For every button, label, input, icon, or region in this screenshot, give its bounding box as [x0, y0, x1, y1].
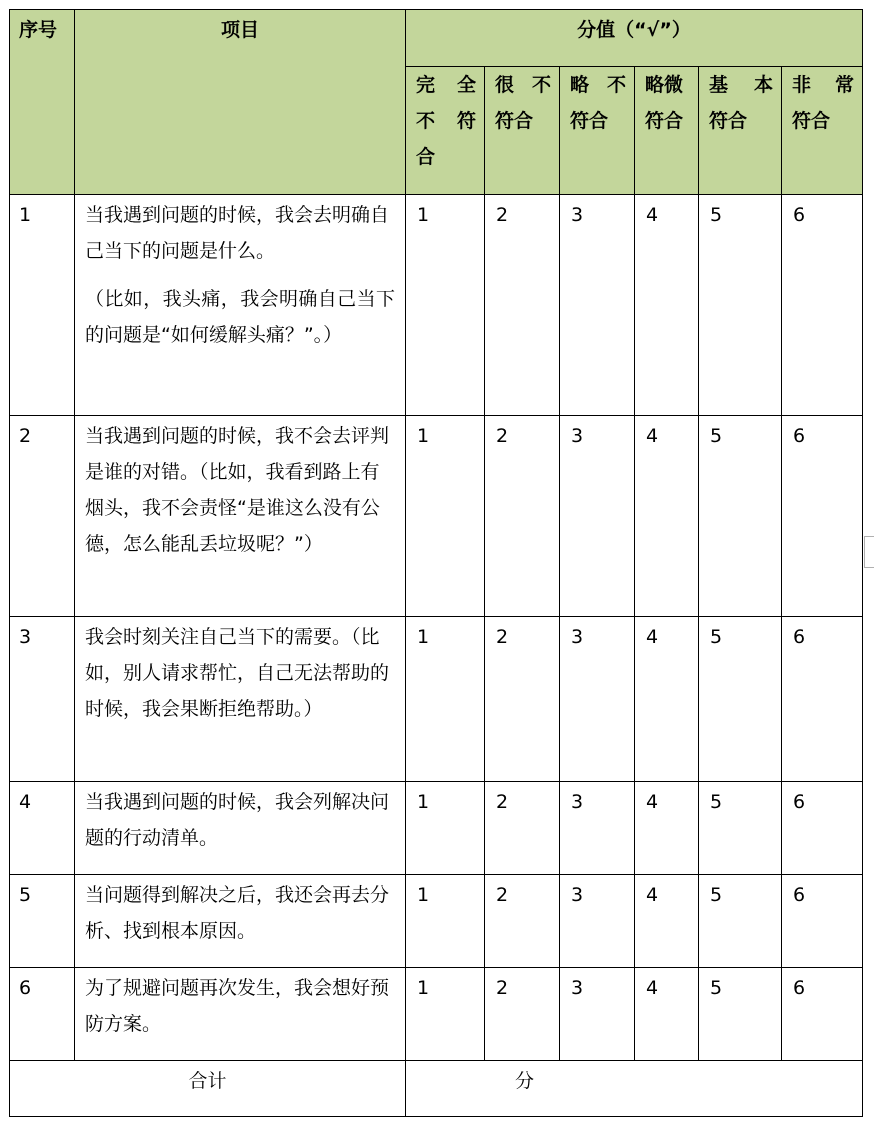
option-header-3: [560, 67, 635, 195]
option-header-4-line: 符合: [645, 110, 684, 132]
table-row: [10, 416, 863, 617]
row-description: [75, 875, 406, 968]
score-cell-5[interactable]: 5: [699, 875, 782, 968]
row-seq: 3: [10, 617, 75, 782]
option-header-5: [699, 67, 782, 195]
score-cell-2[interactable]: 2: [485, 617, 560, 782]
option-header-6: [782, 67, 863, 195]
row-description: [75, 195, 406, 416]
option-header-1-line: 不 符: [416, 110, 476, 132]
row-description: [75, 968, 406, 1061]
row-description: [75, 782, 406, 875]
option-header-4-line: 略微: [645, 74, 684, 96]
option-header-3-line: 符合: [570, 110, 609, 132]
score-cell-4[interactable]: 4: [635, 782, 699, 875]
row-seq: 6: [10, 968, 75, 1061]
option-header-1: [406, 67, 485, 195]
score-cell-6[interactable]: 6: [782, 416, 863, 617]
option-header-6-line: 非 常: [792, 74, 854, 96]
table-row: [10, 617, 863, 782]
score-cell-2[interactable]: 2: [485, 875, 560, 968]
score-cell-1[interactable]: 1: [406, 195, 485, 416]
option-header-1-line: 合: [416, 146, 436, 168]
header-seq: 序号: [10, 10, 75, 195]
score-cell-3[interactable]: 3: [560, 875, 635, 968]
score-cell-5[interactable]: 5: [699, 782, 782, 875]
score-cell-1[interactable]: 1: [406, 416, 485, 617]
score-cell-3[interactable]: 3: [560, 416, 635, 617]
option-header-6-line: 符合: [792, 110, 831, 132]
option-header-5-line: 符合: [709, 110, 748, 132]
score-cell-2[interactable]: 2: [485, 968, 560, 1061]
score-cell-2[interactable]: 2: [485, 195, 560, 416]
option-header-1-line: 完 全: [416, 74, 476, 96]
total-score-cell[interactable]: 分: [406, 1061, 863, 1117]
row-text: 当我遇到问题的时候，我会列解决问题的行动清单。: [85, 791, 390, 849]
table-row: [10, 782, 863, 875]
score-cell-2[interactable]: 2: [485, 782, 560, 875]
score-cell-4[interactable]: 4: [635, 968, 699, 1061]
score-cell-4[interactable]: 4: [635, 875, 699, 968]
option-header-4: [635, 67, 699, 195]
table-row: [10, 875, 863, 968]
row-seq: 4: [10, 782, 75, 875]
score-cell-5[interactable]: 5: [699, 416, 782, 617]
option-header-2: [485, 67, 560, 195]
row-description: [75, 617, 406, 782]
row-text: 当问题得到解决之后，我还会再去分析、找到根本原因。: [85, 884, 390, 942]
score-cell-5[interactable]: 5: [699, 617, 782, 782]
score-cell-2[interactable]: 2: [485, 416, 560, 617]
option-header-3-line: 略 不: [570, 74, 626, 96]
score-cell-1[interactable]: 1: [406, 617, 485, 782]
score-cell-6[interactable]: 6: [782, 195, 863, 416]
score-cell-6[interactable]: 6: [782, 968, 863, 1061]
row-seq: 5: [10, 875, 75, 968]
page-edge-marker: [864, 536, 874, 568]
option-header-5-line: 基 本: [709, 74, 773, 96]
row-seq: 1: [10, 195, 75, 416]
survey-table: [9, 9, 863, 1117]
total-label: 合计: [10, 1061, 406, 1117]
score-cell-4[interactable]: 4: [635, 617, 699, 782]
row-note: （比如，我头痛，我会明确自己当下的问题是“如何缓解头痛？”。）: [85, 288, 395, 346]
score-cell-3[interactable]: 3: [560, 617, 635, 782]
header-score: 分值（“√”）: [406, 10, 863, 67]
score-cell-1[interactable]: 1: [406, 968, 485, 1061]
total-row: [10, 1061, 863, 1117]
header-item: 项目: [75, 10, 406, 195]
row-text: 当我遇到问题的时候，我会去明确自己当下的问题是什么。: [85, 204, 390, 262]
row-seq: 2: [10, 416, 75, 617]
score-cell-4[interactable]: 4: [635, 195, 699, 416]
score-cell-3[interactable]: 3: [560, 195, 635, 416]
score-cell-6[interactable]: 6: [782, 875, 863, 968]
option-header-2-line: 很 不: [495, 74, 551, 96]
score-cell-3[interactable]: 3: [560, 968, 635, 1061]
row-description: [75, 416, 406, 617]
table-row: [10, 195, 863, 416]
score-cell-6[interactable]: 6: [782, 782, 863, 875]
score-cell-5[interactable]: 5: [699, 195, 782, 416]
score-cell-1[interactable]: 1: [406, 875, 485, 968]
row-text: 我会时刻关注自己当下的需要。（比如，别人请求帮忙，自己无法帮助的时候，我会果断拒绝帮助。）: [85, 626, 390, 720]
score-cell-5[interactable]: 5: [699, 968, 782, 1061]
option-header-2-line: 符合: [495, 110, 534, 132]
row-text: 当我遇到问题的时候，我不会去评判是谁的对错。（比如，我看到路上有烟头，我不会责怪“是谁这么没有公德，怎么能乱丢垃圾呢？”）: [85, 425, 390, 555]
score-cell-4[interactable]: 4: [635, 416, 699, 617]
header-row-top: [10, 10, 863, 67]
row-text: 为了规避问题再次发生，我会想好预防方案。: [85, 977, 390, 1035]
score-cell-3[interactable]: 3: [560, 782, 635, 875]
table-row: [10, 968, 863, 1061]
score-cell-6[interactable]: 6: [782, 617, 863, 782]
score-cell-1[interactable]: 1: [406, 782, 485, 875]
